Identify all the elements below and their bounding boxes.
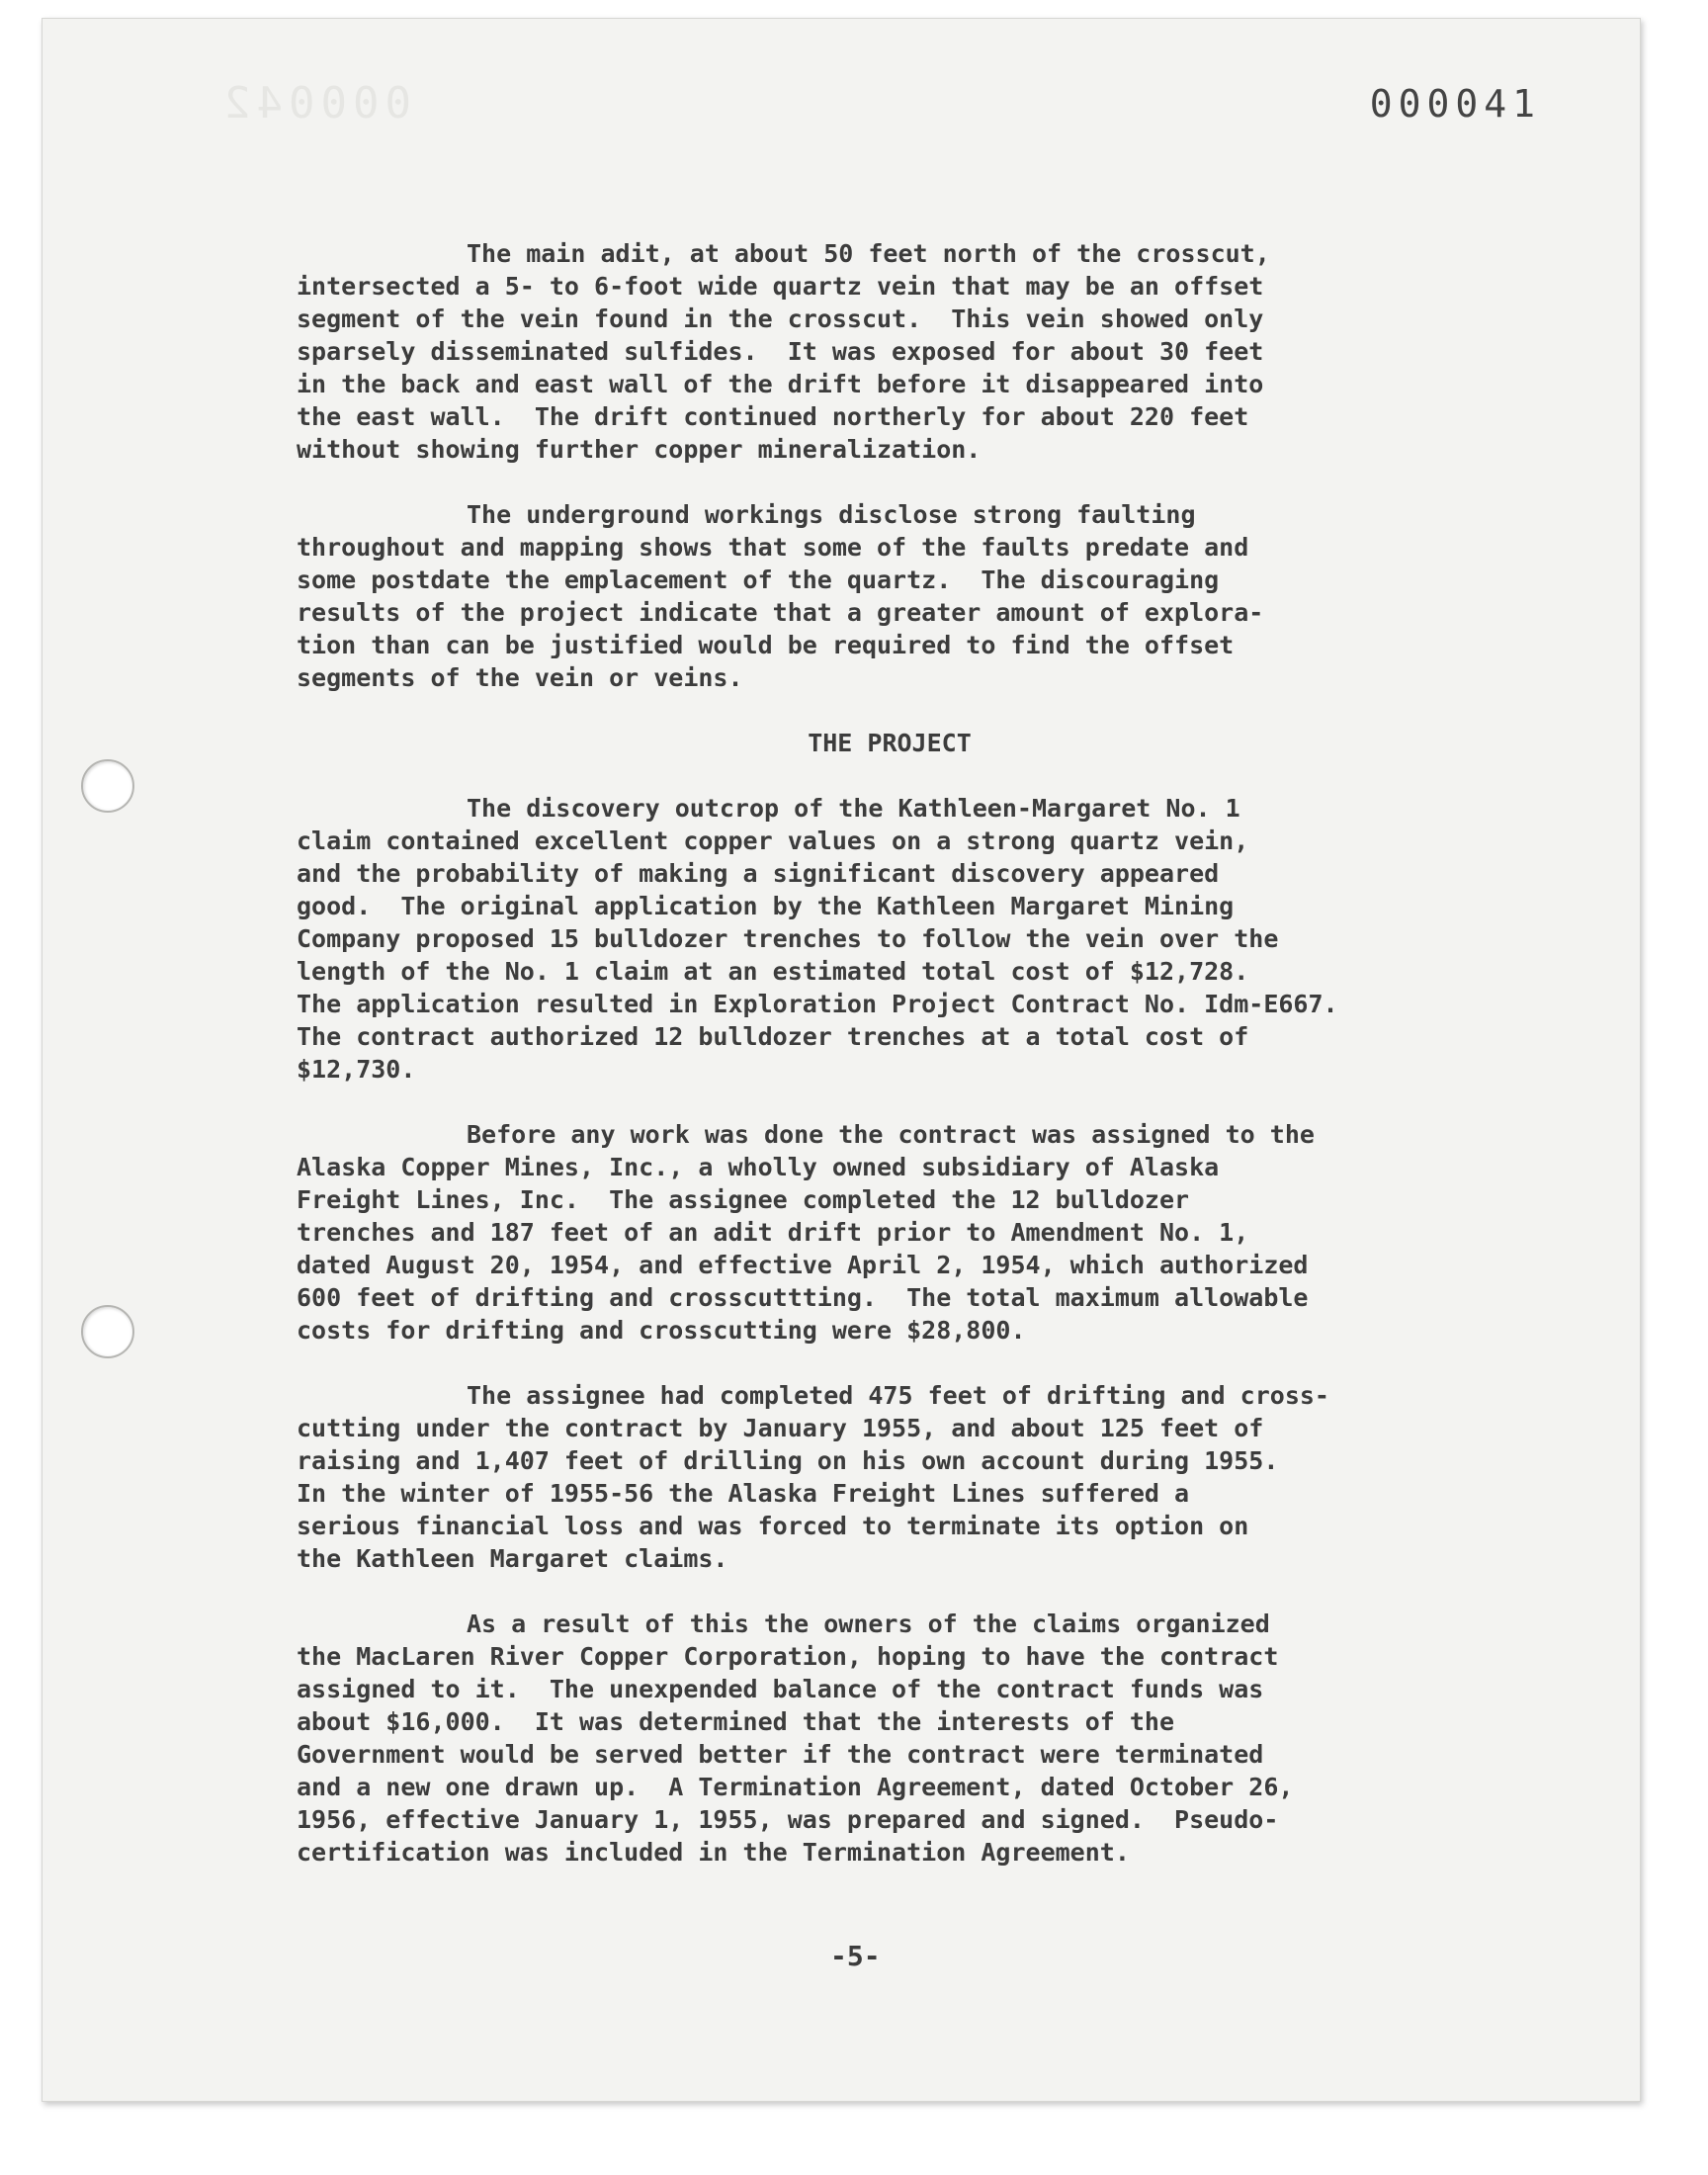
text-line: intersected a 5- to 6-foot wide quartz vein that may be an offset [297,272,1264,301]
text-line: the MacLaren River Copper Corporation, hoping to have the contract [297,1642,1279,1671]
paragraph [297,1379,1522,1575]
text-line: The discovery outcrop of the Kathleen-Margaret No. 1 [467,794,1240,823]
text-line: tion than can be justified would be required to find the offset [297,631,1235,659]
text-line: serious financial loss and was forced to terminate its option on [297,1512,1249,1540]
text-line: costs for drifting and crosscutting were $28,800. [297,1316,1026,1345]
document-number: 000041 [1369,82,1541,126]
text-line: Before any work was done the contract was assigned to the [467,1120,1315,1149]
text-line: Company proposed 15 bulldozer trenches to follow the vein over the [297,924,1279,953]
text-line: The main adit, at about 50 feet north of the crosscut, [467,239,1270,268]
document-body [297,237,1522,1901]
text-line: sparsely disseminated sulfides. It was exposed for about 30 feet [297,337,1264,366]
paragraph [297,1118,1522,1347]
paragraph [297,498,1522,694]
text-line: without showing further copper mineralization. [297,435,982,464]
text-line: and a new one drawn up. A Termination Agreement, dated October 26, [297,1773,1294,1801]
text-line: The application resulted in Exploration Project Contract No. Idm-E667. [297,990,1338,1018]
text-line: the Kathleen Margaret claims. [297,1544,728,1573]
text-line: The assignee had completed 475 feet of drifting and cross- [467,1381,1329,1410]
paragraph [297,792,1522,1086]
punch-hole [81,1305,134,1358]
text-line: assigned to it. The unexpended balance of the contract funds was [297,1675,1264,1703]
text-line: results of the project indicate that a greater amount of explora- [297,598,1264,627]
text-line: segments of the vein or veins. [297,663,743,692]
text-line: good. The original application by the Kathleen Margaret Mining [297,892,1235,920]
paragraph [297,237,1522,466]
text-line: Alaska Copper Mines, Inc., a wholly owned subsidiary of Alaska [297,1153,1220,1181]
text-line: 600 feet of drifting and crosscuttting. The total maximum allowable [297,1283,1309,1312]
text-line: some postdate the emplacement of the quartz. The discouraging [297,566,1220,594]
text-line: 1956, effective January 1, 1955, was prepared and signed. Pseudo- [297,1805,1279,1834]
text-line: cutting under the contract by January 1955, and about 125 feet of [297,1414,1264,1442]
text-line: In the winter of 1955-56 the Alaska Freight Lines suffered a [297,1479,1190,1508]
bleed-through-number: 000042 [218,78,411,129]
text-line: certification was included in the Termination Agreement. [297,1838,1130,1867]
punch-hole [81,759,134,813]
text-line: and the probability of making a significant discovery appeared [297,859,1220,888]
paragraphs-before-heading [297,237,1522,694]
paragraphs-after-heading [297,792,1522,1869]
text-line: in the back and east wall of the drift before it disappeared into [297,370,1264,398]
paragraph [297,1608,1522,1869]
text-line: raising and 1,407 feet of drilling on his own account during 1955. [297,1446,1279,1475]
text-line: The underground workings disclose strong faulting [467,500,1196,529]
text-line: throughout and mapping shows that some of the faults predate and [297,533,1249,562]
text-line: about $16,000. It was determined that the interests of the [297,1707,1175,1736]
section-heading: THE PROJECT [808,729,972,757]
text-line: the east wall. The drift continued northerly for about 220 feet [297,402,1249,431]
text-line: claim contained excellent copper values on a strong quartz vein, [297,826,1249,855]
text-line: $12,730. [297,1055,416,1084]
text-line: Government would be served better if the contract were terminated [297,1740,1264,1769]
text-line: Freight Lines, Inc. The assignee completed the 12 bulldozer [297,1185,1190,1214]
text-line: length of the No. 1 claim at an estimated total cost of $12,728. [297,957,1249,986]
page-number: -5- [830,1940,881,1972]
text-line: dated August 20, 1954, and effective April 2, 1954, which authorized [297,1251,1309,1279]
text-line: As a result of this the owners of the claims organized [467,1610,1270,1638]
text-line: trenches and 187 feet of an adit drift prior to Amendment No. 1, [297,1218,1249,1247]
text-line: The contract authorized 12 bulldozer trenches at a total cost of [297,1022,1249,1051]
text-line: segment of the vein found in the crosscut. This vein showed only [297,304,1264,333]
